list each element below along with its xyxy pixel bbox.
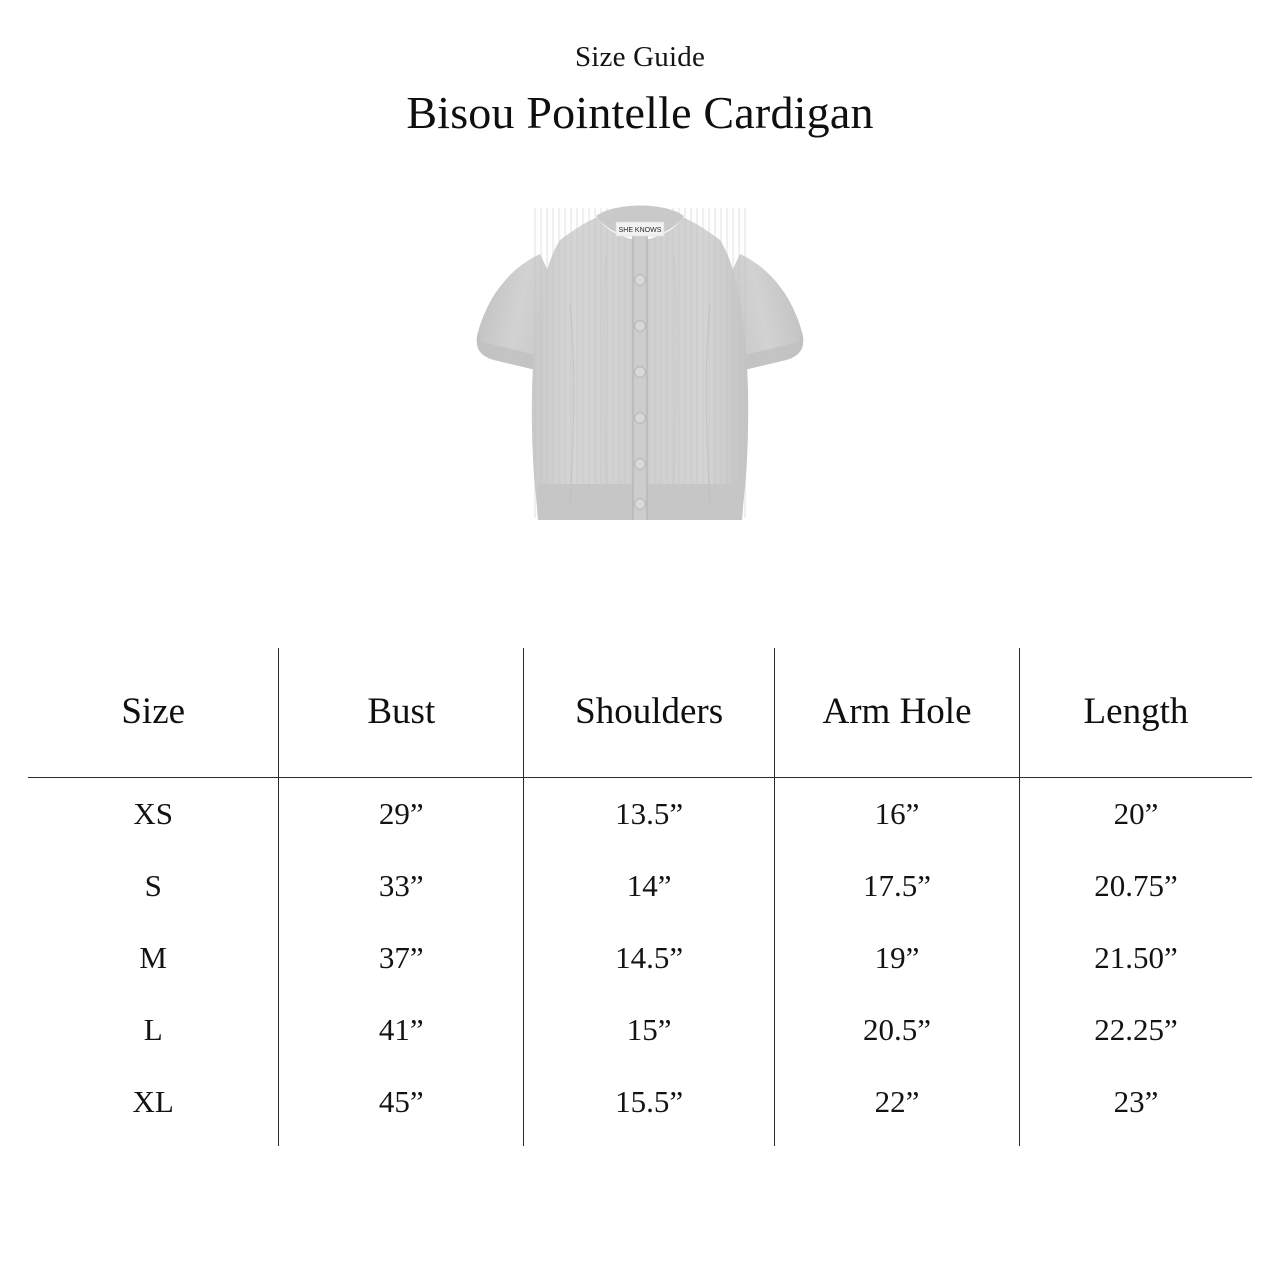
page-title: Bisou Pointelle Cardigan	[406, 86, 874, 138]
cell-bust: 37”	[279, 922, 524, 994]
column-header-size: Size	[28, 648, 279, 778]
cell-bust: 41”	[279, 994, 524, 1066]
size-chart-table	[28, 648, 1252, 1146]
product-image-container	[0, 184, 1280, 604]
cell-arm-hole: 22”	[775, 1066, 1020, 1146]
cell-arm-hole: 16”	[775, 778, 1020, 851]
table-row	[28, 778, 1252, 851]
column-header-bust: Bust	[279, 648, 524, 778]
cell-arm-hole: 19”	[775, 922, 1020, 994]
table-row	[28, 1066, 1252, 1146]
table-body	[28, 778, 1252, 1147]
page-header	[0, 0, 1280, 138]
cell-shoulders: 15”	[524, 994, 775, 1066]
cell-size: S	[144, 868, 162, 903]
cell-length: 20”	[1019, 778, 1252, 851]
cell-bust: 33”	[279, 850, 524, 922]
cell-size: M	[139, 940, 167, 975]
table-row	[28, 922, 1252, 994]
cell-arm-hole: 17.5”	[775, 850, 1020, 922]
cell-length: 21.50”	[1019, 922, 1252, 994]
table-header-row	[28, 648, 1252, 778]
cell-shoulders: 14”	[524, 850, 775, 922]
cell-arm-hole: 20.5”	[775, 994, 1020, 1066]
cell-length: 22.25”	[1019, 994, 1252, 1066]
cell-size: XS	[133, 796, 174, 831]
cell-size: XL	[132, 1084, 174, 1119]
neck-label-text: SHE KNOWS	[618, 227, 662, 235]
cardigan-illustration	[420, 184, 860, 584]
cell-size: L	[143, 1012, 163, 1047]
page-eyebrow: Size Guide	[574, 41, 706, 73]
cell-length: 23”	[1019, 1066, 1252, 1146]
cell-length: 20.75”	[1019, 850, 1252, 922]
cell-shoulders: 15.5”	[524, 1066, 775, 1146]
measurements-table-container	[28, 648, 1252, 1146]
table-row	[28, 850, 1252, 922]
cell-bust: 45”	[279, 1066, 524, 1146]
column-header-shoulders: Shoulders	[524, 648, 775, 778]
cell-shoulders: 14.5”	[524, 922, 775, 994]
table-head	[28, 648, 1252, 778]
cell-shoulders: 13.5”	[524, 778, 775, 851]
table-row	[28, 994, 1252, 1066]
column-header-arm-hole: Arm Hole	[775, 648, 1020, 778]
column-header-length: Length	[1019, 648, 1252, 778]
cell-bust: 29”	[279, 778, 524, 851]
